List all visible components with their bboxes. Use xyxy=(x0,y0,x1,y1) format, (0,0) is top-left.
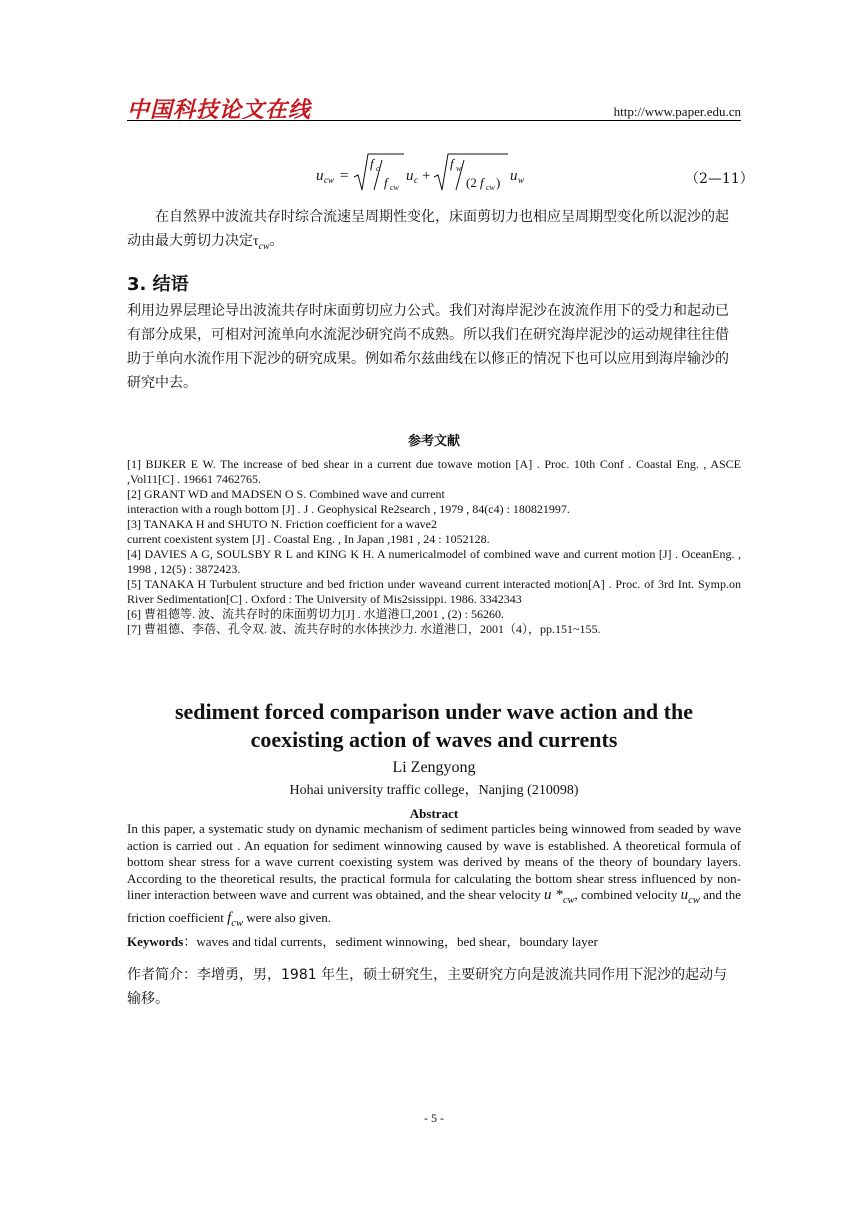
svg-text:u: u xyxy=(316,168,324,184)
english-title-line2: coexisting action of waves and currents xyxy=(250,727,618,752)
author-name: Li Zengyong xyxy=(392,759,476,776)
abstract-mid2: and the friction coefficient xyxy=(127,887,742,925)
references-title: 参考文献 xyxy=(407,434,460,449)
svg-text:u: u xyxy=(406,168,414,184)
paragraph-max-shear-end: 。 xyxy=(269,233,284,249)
header-url[interactable]: http://www.paper.edu.cn xyxy=(613,104,741,119)
keywords-line xyxy=(127,931,741,950)
friction-coefficient-symbol: $f_{cw}$ xyxy=(227,909,243,929)
svg-text:cw: cw xyxy=(390,183,399,192)
svg-text:cw: cw xyxy=(324,175,334,185)
svg-text:cw: cw xyxy=(486,183,495,192)
formula-2-11 xyxy=(312,150,552,196)
reference-item: interaction with a rough bottom [J] . J . Geophysical Re2search , 1979 , 84(c4) : 180821997. xyxy=(127,502,570,516)
shear-velocity-symbol: u $*_{cw}$ xyxy=(544,887,575,906)
english-title-line1: sediment forced comparison under wave action and the xyxy=(174,699,693,724)
author-bio: 作者简介：李增勇，男，1981 年生，硕士研究生，主要研究方向是波流共同作用下泥沙的起动与输移。 xyxy=(127,967,728,1007)
tau-cw-symbol: $\tau_{cw}$ xyxy=(253,234,270,252)
paragraph-max-shear-text: 在自然界中波流共存时综合流速呈周期性变化，床面剪切力也相应呈周期型变化所以泥沙的起动由最大剪切力决定 xyxy=(127,209,729,249)
svg-text:(2: (2 xyxy=(466,175,477,190)
keywords-text: ：waves and tidal currents，sediment winnowing，bed shear，boundary layer xyxy=(183,934,598,949)
svg-text:f: f xyxy=(450,156,454,171)
reference-item: [4] DAVIES A G, SOULSBY R L and KING K H. A numericalmodel of combined wave and current motion [J] . OceanEng. , 1998 , 12(5) : 3872423. xyxy=(127,547,741,576)
abstract-heading: Abstract xyxy=(409,806,459,821)
reference-item: [5] TANAKA H Turbulent structure and bed friction under waveand current interacted motion[A] . Proc. of 3rd Int. Symp.on River Sedimentation[C] . Oxford : The University of Mis2sissippi. 1986. 3342343 xyxy=(127,577,741,606)
reference-item: [3] TANAKA H and SHUTO N. Friction coefficient for a wave2 xyxy=(127,517,437,531)
logo-text: 中国科技论文在线 xyxy=(127,98,312,123)
equation-number: （2—11） xyxy=(685,171,754,187)
abstract-text: In this paper, a systematic study on dynamic mechanism of sediment particles being winnowed from seaded by wave action is carried out . An equation for sediment winnowing caused by wave is established. A theoretical formula of bottom shear stress for a wave current coexisting system was derived by means of the theory of boundary layers. According to the theoretical results, the practical formula for calculating the bottom shear stress influenced by non-liner interaction between wave and current was obtained, and the shear velocity xyxy=(127,821,741,902)
reference-item: [6] 曹祖德等. 波、流共存时的床面剪切力[J] . 水道港口,2001 , (2) : 56260. xyxy=(127,607,504,621)
paragraph-max-shear xyxy=(127,205,741,259)
references-list xyxy=(127,457,741,637)
combined-velocity-symbol: $u_{cw}$ xyxy=(680,887,700,906)
header-divider xyxy=(127,120,741,121)
author-affiliation: Hohai university traffic college，Nanjing (210098) xyxy=(289,783,579,798)
reference-item: [1] BIJKER E W. The increase of bed shear in a current due towave motion [A] . Proc. 10th Conf . Coastal Eng. , ASCE ,Vol11[C] . 19661 7462765. xyxy=(127,457,741,486)
svg-text:w: w xyxy=(518,175,525,185)
english-title xyxy=(0,698,868,754)
svg-text:c: c xyxy=(376,164,380,173)
keywords-label: Keywords xyxy=(127,934,184,949)
section-title-conclusion: 3. 结语 xyxy=(127,274,189,295)
abstract-mid1: , combined velocity xyxy=(574,887,678,902)
svg-text:f: f xyxy=(384,175,388,190)
reference-item: [2] GRANT WD and MADSEN O S. Combined wave and current xyxy=(127,487,445,501)
abstract-body xyxy=(127,821,741,932)
abstract-end: were also given. xyxy=(246,909,332,925)
conclusion-paragraph: 利用边界层理论导出波流共存时床面剪切应力公式。我们对海岸泥沙在波流作用下的受力和起动已有部分成果，可相对河流单向水流泥沙研究尚不成熟。所以我们在研究海岸泥沙的运动规律往往借助于单向水流作用下泥沙的研究成果。例如希尔兹曲线在以修正的情况下也可以应用到海岸输沙的研究中去。 xyxy=(127,303,729,391)
svg-text:): ) xyxy=(496,175,501,190)
reference-item: [7] 曹祖德、李蓓、孔令双. 波、流共存时的水体挟沙力. 水道港口，2001（4），pp.151~155. xyxy=(127,622,601,636)
svg-text:+: + xyxy=(422,168,431,184)
svg-text:=: = xyxy=(340,168,349,184)
svg-text:c: c xyxy=(414,175,418,185)
svg-text:w: w xyxy=(456,164,462,173)
svg-text:f: f xyxy=(480,175,484,190)
page-number: - 5 - xyxy=(424,1111,444,1125)
svg-text:u: u xyxy=(510,168,518,184)
reference-item: current coexistent system [J] . Coastal Eng. , In Japan ,1981 , 24 : 1052128. xyxy=(127,532,490,546)
svg-text:f: f xyxy=(370,156,374,171)
